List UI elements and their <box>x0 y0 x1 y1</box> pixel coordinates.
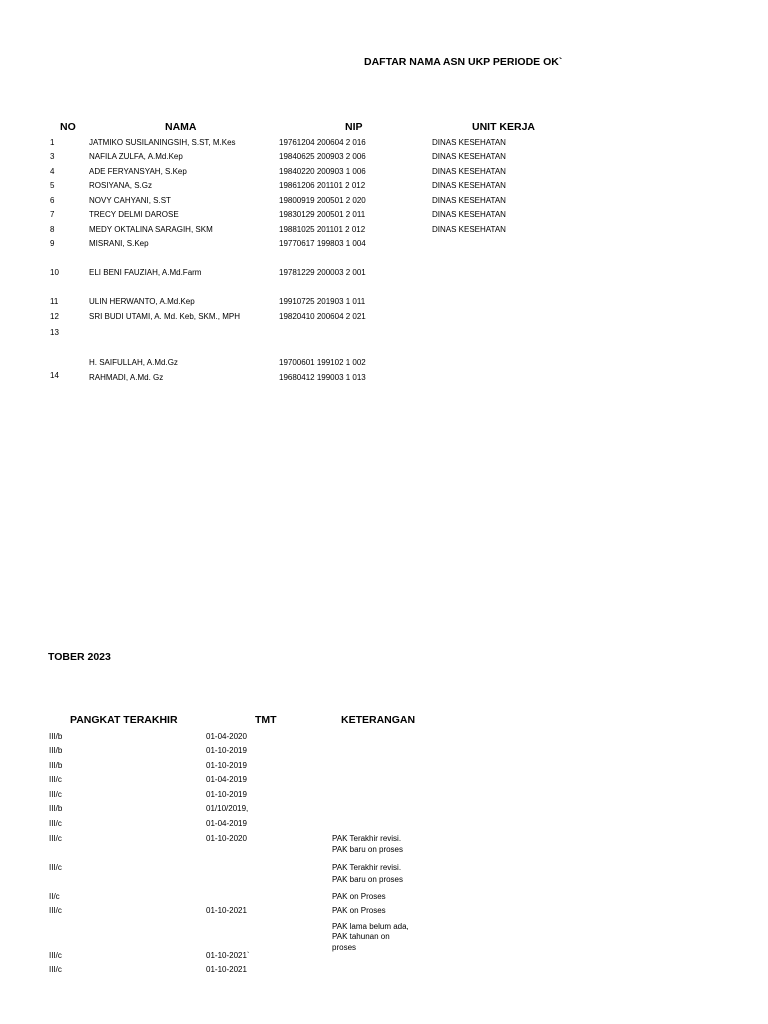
cell-keterangan-line: PAK on Proses <box>332 892 386 901</box>
cell-nip: 19820410 200604 2 021 <box>279 312 366 321</box>
table-row-continuation <box>0 834 768 854</box>
cell-tmt: 01-10-2019 <box>206 746 247 755</box>
header-pangkat-terakhir: PANGKAT TERAKHIR <box>70 714 178 726</box>
cell-no: 14 <box>50 371 59 380</box>
cell-unit-kerja: DINAS KESEHATAN <box>432 167 506 176</box>
cell-no: 7 <box>50 210 55 219</box>
table-row-continuation <box>0 922 768 952</box>
cell-keterangan-line: PAK lama belum ada, <box>332 922 409 931</box>
cell-nama: NOVY CAHYANI, S.ST <box>89 196 171 205</box>
cell-nip: 19840625 200903 2 006 <box>279 152 366 161</box>
table-row-continuation <box>0 761 768 771</box>
cell-nip: 19910725 201903 1 011 <box>279 297 366 306</box>
cell-no: 4 <box>50 167 55 176</box>
cell-no: 1 <box>50 138 55 147</box>
cell-keterangan-line: PAK on Proses <box>332 906 386 915</box>
table-row-continuation <box>0 804 768 814</box>
cell-nama: H. SAIFULLAH, A.Md.Gz <box>89 358 178 367</box>
cell-tmt: 01-10-2021` <box>206 951 250 960</box>
table-row-continuation <box>0 790 768 800</box>
cell-pangkat-terakhir: III/c <box>49 863 62 872</box>
table-row-continuation <box>0 965 768 975</box>
table-row <box>0 167 768 177</box>
table-row-continuation <box>0 819 768 829</box>
table-row-continuation <box>0 951 768 961</box>
cell-nama: TRECY DELMI DAROSE <box>89 210 179 219</box>
cell-pangkat-terakhir: II/c <box>49 892 60 901</box>
cell-unit-kerja: DINAS KESEHATAN <box>432 196 506 205</box>
header-tmt: TMT <box>255 714 277 726</box>
cell-keterangan-line: PAK tahunan on <box>332 932 390 941</box>
table-row-continuation <box>0 906 768 916</box>
cell-nip: 19700601 199102 1 002 <box>279 358 366 367</box>
cell-nip: 19830129 200501 2 011 <box>279 210 366 219</box>
cell-nip: 19881025 201101 2 012 <box>279 225 366 234</box>
cell-pangkat-terakhir: III/b <box>49 804 63 813</box>
cell-tmt: 01-10-2021 <box>206 965 247 974</box>
cell-tmt: 01-10-2020 <box>206 834 247 843</box>
document-title: DAFTAR NAMA ASN UKP PERIODE OK` <box>364 56 563 68</box>
cell-unit-kerja: DINAS KESEHATAN <box>432 210 506 219</box>
table-row <box>0 373 768 383</box>
cell-nama: ELI BENI FAUZIAH, A.Md.Farm <box>89 268 202 277</box>
cell-pangkat-terakhir: III/c <box>49 951 62 960</box>
table-row <box>0 138 768 148</box>
cell-unit-kerja: DINAS KESEHATAN <box>432 152 506 161</box>
cell-pangkat-terakhir: III/c <box>49 819 62 828</box>
table-row <box>0 210 768 220</box>
title-continuation: TOBER 2023 <box>48 651 111 663</box>
cell-keterangan-line: PAK Terakhir revisi. <box>332 834 402 843</box>
cell-tmt: 01-04-2019 <box>206 775 247 784</box>
cell-pangkat-terakhir: III/c <box>49 834 62 843</box>
cell-keterangan-line: PAK Terakhir revisi. <box>332 863 402 872</box>
cell-unit-kerja: DINAS KESEHATAN <box>432 181 506 190</box>
cell-nama: MISRANI, S.Kep <box>89 239 149 248</box>
table-row-continuation <box>0 775 768 785</box>
cell-nama: MEDY OKTALINA SARAGIH, SKM <box>89 225 213 234</box>
cell-tmt: 01-10-2021 <box>206 906 247 915</box>
cell-pangkat-terakhir: III/b <box>49 746 63 755</box>
cell-nama: ULIN HERWANTO, A.Md.Kep <box>89 297 195 306</box>
cell-nama: RAHMADI, A.Md. Gz <box>89 373 164 382</box>
table-row <box>0 196 768 206</box>
cell-nama: JATMIKO SUSILANINGSIH, S.ST, M.Kes <box>89 138 236 147</box>
cell-nip: 19761204 200604 2 016 <box>279 138 366 147</box>
cell-pangkat-terakhir: III/b <box>49 761 63 770</box>
cell-nip: 19840220 200903 1 006 <box>279 167 366 176</box>
cell-no: 11 <box>50 297 59 306</box>
cell-no: 13 <box>50 328 59 337</box>
table-row <box>0 239 768 249</box>
table-row <box>0 181 768 191</box>
cell-nama: NAFILA ZULFA, A.Md.Kep <box>89 152 183 161</box>
cell-tmt: 01-04-2019 <box>206 819 247 828</box>
cell-no: 9 <box>50 239 55 248</box>
table-row <box>0 358 768 368</box>
table-row-continuation <box>0 892 768 902</box>
table-row-continuation <box>0 732 768 742</box>
table-row <box>0 297 768 307</box>
cell-nip: 19781229 200003 2 001 <box>279 268 366 277</box>
cell-pangkat-terakhir: III/c <box>49 790 62 799</box>
header-nip: NIP <box>345 121 363 133</box>
table-row <box>0 225 768 235</box>
table-row <box>0 268 768 278</box>
cell-nip: 19770617 199803 1 004 <box>279 239 366 248</box>
table-row <box>0 152 768 162</box>
cell-pangkat-terakhir: III/c <box>49 775 62 784</box>
cell-unit-kerja: DINAS KESEHATAN <box>432 225 506 234</box>
cell-no: 5 <box>50 181 55 190</box>
table-row <box>0 312 768 322</box>
table-row-continuation <box>0 746 768 756</box>
cell-nip: 19800919 200501 2 020 <box>279 196 366 205</box>
cell-no: 6 <box>50 196 55 205</box>
cell-nama: SRI BUDI UTAMI, A. Md. Keb, SKM., MPH <box>89 312 240 321</box>
cell-unit-kerja: DINAS KESEHATAN <box>432 138 506 147</box>
cell-nama: ROSIYANA, S.Gz <box>89 181 152 190</box>
cell-no: 3 <box>50 152 55 161</box>
cell-pangkat-terakhir: III/c <box>49 906 62 915</box>
header-unit-kerja: UNIT KERJA <box>472 121 536 133</box>
cell-no: 8 <box>50 225 55 234</box>
table-row <box>0 328 768 338</box>
cell-tmt: 01-10-2019 <box>206 761 247 770</box>
cell-keterangan-line: proses <box>332 943 357 952</box>
cell-pangkat-terakhir: III/b <box>49 732 63 741</box>
header-nama: NAMA <box>165 121 197 133</box>
cell-no: 12 <box>50 312 59 321</box>
cell-pangkat-terakhir: III/c <box>49 965 62 974</box>
cell-nip: 19680412 199003 1 013 <box>279 373 366 382</box>
cell-keterangan-line: PAK baru on proses <box>332 845 404 854</box>
cell-no: 10 <box>50 268 59 277</box>
cell-tmt: 01-04-2020 <box>206 732 247 741</box>
cell-nip: 19861206 201101 2 012 <box>279 181 366 190</box>
cell-nama: ADE FERYANSYAH, S.Kep <box>89 167 187 176</box>
cell-keterangan-line: PAK baru on proses <box>332 875 404 884</box>
header-no: NO <box>60 121 76 133</box>
cell-tmt: 01-10-2019 <box>206 790 247 799</box>
header-keterangan: KETERANGAN <box>341 714 416 726</box>
cell-tmt: 01/10/2019, <box>206 804 249 813</box>
table-row-continuation <box>0 863 768 884</box>
